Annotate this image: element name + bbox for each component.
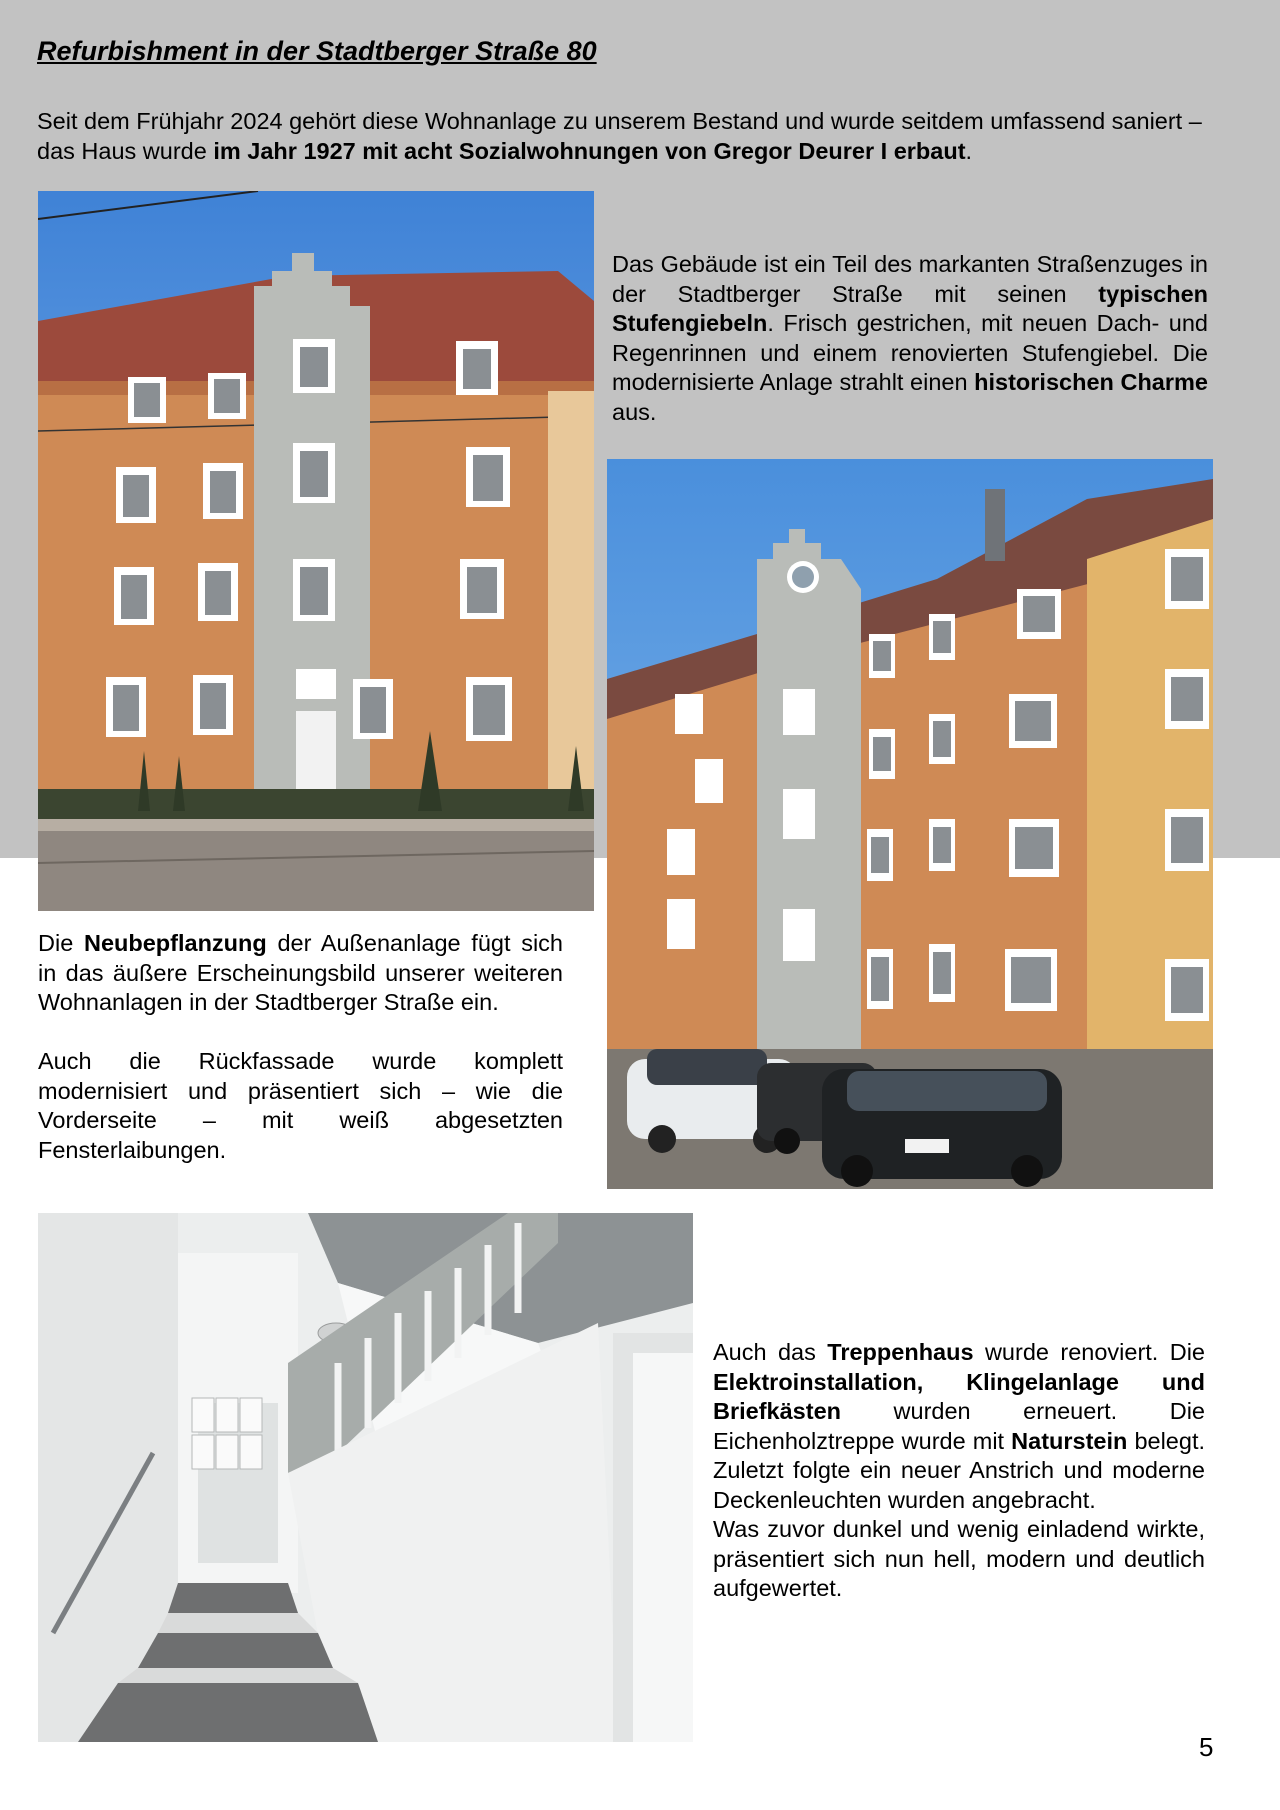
photo-front-facade xyxy=(38,191,594,911)
treppenhaus-text-2: wurde renoviert. Die xyxy=(973,1339,1205,1365)
text-block-left xyxy=(38,929,563,1165)
photo-rear-facade xyxy=(607,459,1213,1189)
neubepflanzung-bold: Neubepflanzung xyxy=(83,930,267,956)
neubepflanzung-text-2: der Außenanlage fügt sich in das äußere Erscheinungsbild unserer weiteren Wohnanlagen in der Stadtberger Straße ein. xyxy=(38,930,563,1015)
treppenhaus-bold-2: Elektroinstallation, Klingelanlage und Briefkästen xyxy=(713,1368,1205,1424)
gebaeude-bold-1: typischen Stufengiebeln xyxy=(612,280,1208,336)
page-title: Refurbishment in der Stadtberger Straße 80 xyxy=(37,36,597,66)
text-block-treppenhaus xyxy=(713,1338,1205,1604)
neubepflanzung-paragraph xyxy=(38,929,563,1018)
treppenhaus-text-3: wurden erneuert. Die Eichenholztreppe wurde mit xyxy=(713,1398,1205,1454)
neubepflanzung-text-1: Die xyxy=(38,930,84,956)
treppenhaus-text-4: belegt. Zuletzt folgte ein neuer Anstrich und moderne Deckenleuchten wurden angebracht. xyxy=(713,1427,1206,1513)
treppenhaus-bold-1: Treppenhaus xyxy=(827,1339,974,1365)
photo-staircase xyxy=(38,1213,693,1742)
intro-paragraph xyxy=(37,106,1227,166)
treppenhaus-bold-3: Naturstein xyxy=(1011,1427,1128,1454)
page-number: 5 xyxy=(1199,1732,1214,1762)
intro-text: Seit dem Frühjahr 2024 gehört diese Wohnanlage zu unserem Bestand und wurde seitdem umfassend saniert – das Haus wurde xyxy=(37,108,1202,164)
gebaeude-text-1: Das Gebäude ist ein Teil des markanten Straßenzuges in der Stadtberger Straße mit seinen xyxy=(612,251,1208,307)
intro-end: . xyxy=(965,138,973,164)
treppenhaus-text-5: Was zuvor dunkel und wenig einladend wirkte, präsentiert sich nun hell, modern und deutlich aufgewertet. xyxy=(713,1516,1205,1601)
rueckfassade-paragraph: Auch die Rückfassade wurde komplett modernisiert und präsentiert sich – wie die Vorderseite – mit weiß abgesetzten Fensterlaibungen. xyxy=(38,1048,563,1163)
intro-bold: im Jahr 1927 mit acht Sozialwohnungen von Gregor Deurer I erbaut xyxy=(213,138,966,164)
text-block-gebaeude xyxy=(612,250,1208,427)
gebaeude-bold-2: historischen Charme xyxy=(974,369,1208,395)
treppenhaus-text-1: Auch das xyxy=(713,1339,828,1365)
gebaeude-text-3: aus. xyxy=(612,398,657,425)
gebaeude-text-2: . Frisch gestrichen, mit neuen Dach- und Regenrinnen und einem renovierten Stufengiebel. Die modernisierte Anlage strahlt einen xyxy=(612,310,1208,395)
